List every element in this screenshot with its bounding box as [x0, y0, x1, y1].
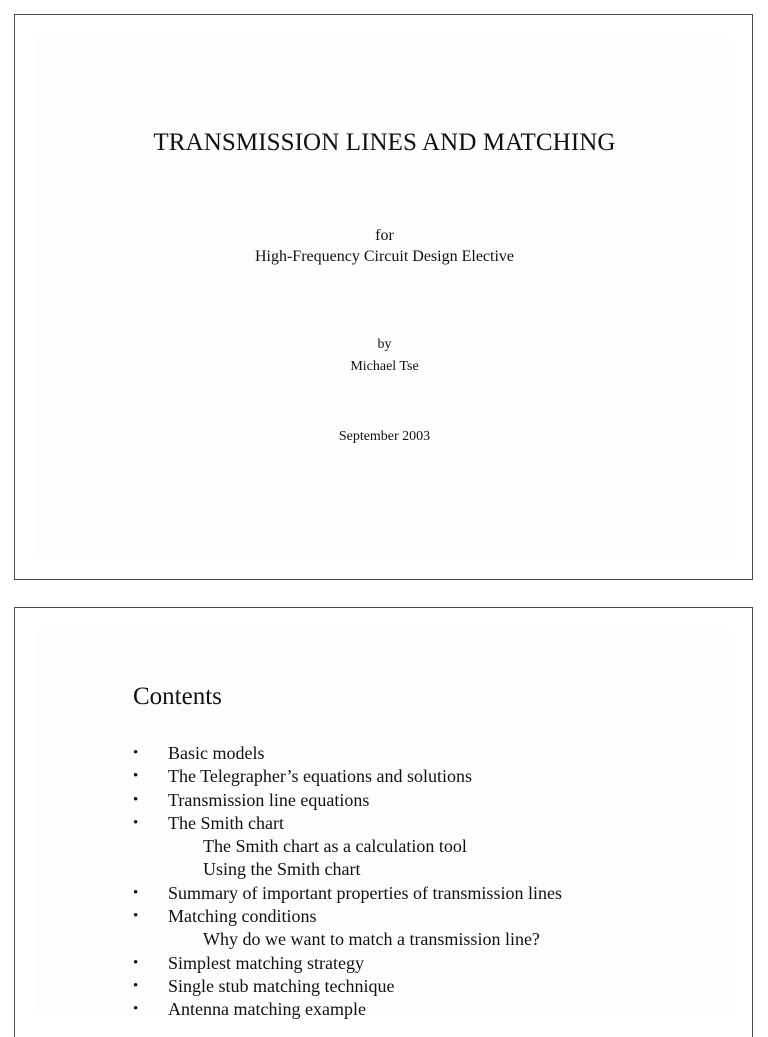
contents-item-label: Transmission line equations	[168, 789, 370, 810]
contents-subitem-label: Why do we want to match a transmission line?	[203, 929, 540, 950]
bullet-icon: •	[133, 814, 139, 831]
by-label: by	[377, 337, 392, 352]
title-slide	[14, 14, 753, 580]
contents-item-label: The Telegrapher’s equations and solutions	[168, 766, 473, 787]
bullet-icon: •	[133, 791, 139, 808]
contents-item-label: Summary of important properties of transmission lines	[168, 882, 562, 903]
bullet-icon: •	[133, 745, 139, 761]
bullet-icon: •	[133, 1001, 139, 1018]
bullet-icon: •	[133, 768, 139, 785]
course-name: High-Frequency Circuit Design Elective	[254, 248, 515, 265]
contents-slide	[14, 607, 753, 1037]
contents-subitem-label: Using the Smith chart	[203, 859, 361, 880]
bullet-icon: •	[133, 908, 139, 925]
bullet-icon: •	[133, 977, 139, 994]
document-date: September 2003	[338, 429, 431, 444]
contents-item-label: The Smith chart	[168, 812, 284, 833]
contents-item-label: Simplest matching strategy	[168, 952, 364, 973]
bullet-icon: •	[133, 954, 139, 971]
for-label: for	[375, 227, 394, 244]
bullet-icon: •	[133, 884, 139, 901]
author-name: Michael Tse	[350, 359, 419, 374]
contents-item-label: Single stub matching technique	[168, 975, 395, 996]
contents-item-label: Antenna matching example	[168, 999, 366, 1020]
contents-subitem-label: The Smith chart as a calculation tool	[203, 836, 467, 857]
contents-item-label: Matching conditions	[168, 906, 317, 927]
contents-item-label: Basic models	[168, 743, 265, 763]
title-slide-background	[37, 37, 730, 557]
document-title: TRANSMISSION LINES AND MATCHING	[153, 129, 616, 156]
contents-heading: Contents	[133, 683, 222, 710]
